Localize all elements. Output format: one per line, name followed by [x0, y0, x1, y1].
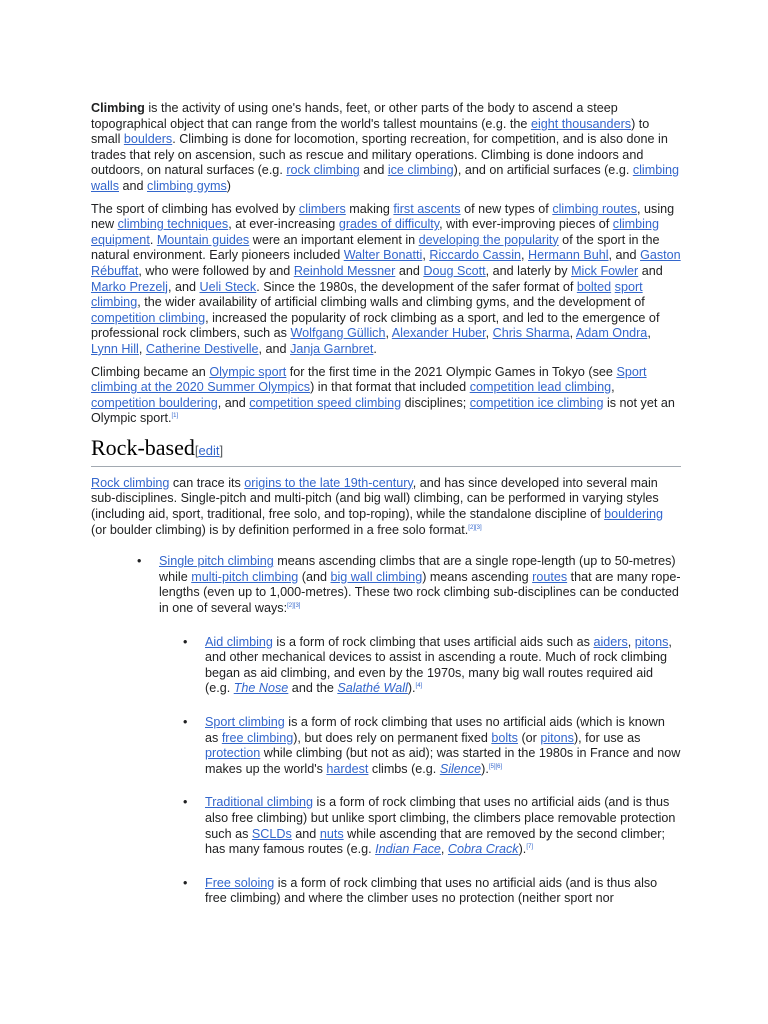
link-salathe-wall[interactable]: Salathé Wall	[337, 681, 408, 696]
link-competition-bouldering[interactable]: competition bouldering	[91, 395, 218, 410]
link-pitons-2[interactable]: pitons	[540, 730, 574, 745]
link-hardest[interactable]: hardest	[326, 761, 369, 776]
link-rock-climbing-main[interactable]: Rock climbing	[91, 475, 170, 490]
footnote-ref[interactable]: [2][3]	[287, 602, 301, 609]
link-mick-fowler[interactable]: Mick Fowler	[571, 263, 639, 278]
climbing-styles-list	[159, 635, 681, 907]
link-competition-lead-climbing[interactable]: competition lead climbing	[469, 380, 612, 395]
link-ice-climbing[interactable]: ice climbing	[387, 163, 454, 178]
footnote-ref[interactable]: [5][6]	[488, 763, 503, 770]
link-olympic-sport[interactable]: Olympic sport	[209, 364, 287, 379]
link-climbing-routes[interactable]: climbing routes	[552, 201, 638, 216]
history-paragraph: The sport of climbing has evolved by climbers making first ascents of new types of climbing routes, using new climbing techniques, at ever-increasing grades of difficulty, with ever-improving pieces of climbing equipment. Mountain guides were an important element in developing the popularity of the sport in the natural environment. Early pioneers included Walter Bonatti, Riccardo Cassin, Hermann Buhl, and Gaston Rébuffat, who were followed by and Reinhold Messner and Doug Scott, and laterly by Mick Fowler and Marko Prezelj, and Ueli Steck. Since the 1980s, the development of the safer format of bolted sport climbing, the wider availability of artificial climbing walls and climbing gyms, and the development of competition climbing, increased the popularity of rock climbing as a sport, and led to the emergence of professional rock climbers, such as Wolfgang Güllich, Alexander Huber, Chris Sharma, Adam Ondra, Lynn Hill, Catherine Destivelle, and Janja Garnbret.	[91, 201, 681, 356]
footnote-ref[interactable]: [4]	[415, 683, 423, 690]
link-hermann-buhl[interactable]: Hermann Buhl	[528, 248, 609, 263]
olympic-paragraph: Climbing became an Olympic sport for the first time in the 2021 Olympic Games in Tokyo (see Sport climbing at the 2020 Summer Olympics) in that format that included competition lead climbing, competition bouldering, and competition speed climbing disciplines; competition ice climbing is not yet an Olympic sport.[1]	[91, 364, 675, 426]
intro-paragraph: Climbing is the activity of using one's hands, feet, or other parts of the body to ascend a steep topographical object that can range from the world's tallest mountains (e.g. the eight thousanders) to small boulders. Climbing is done for locomotion, sporting recreation, for competition, and is also done in trades that rely on ascension, such as rescue and military operations. Climbing is done indoors and outdoors, on natural surfaces (e.g. rock climbing and ice climbing), and on artificial surfaces (e.g. climbing walls and climbing gyms)	[91, 101, 680, 193]
link-nuts[interactable]: nuts	[319, 826, 344, 841]
edit-section: [edit]	[194, 442, 224, 458]
edit-link[interactable]: edit	[198, 442, 220, 458]
link-alexander-huber[interactable]: Alexander Huber	[391, 326, 486, 341]
section-heading-rock-based	[91, 434, 681, 467]
link-sport-climbing-item[interactable]: Sport climbing	[205, 715, 285, 729]
link-bouldering[interactable]: bouldering	[604, 507, 663, 522]
link-bolts[interactable]: bolts	[491, 730, 518, 745]
link-single-pitch-climbing[interactable]: Single pitch climbing	[159, 554, 274, 569]
link-adam-ondra[interactable]: Adam Ondra	[575, 326, 648, 341]
link-indian-face[interactable]: Indian Face	[375, 842, 441, 857]
link-free-climbing[interactable]: free climbing	[221, 730, 294, 745]
link-walter-bonatti[interactable]: Walter Bonatti	[343, 248, 423, 263]
list-item: • Traditional climbing is a form of rock climbing that uses no artificial aids (and is thus also free climbing) but unlike sport climbing, the climbers place removable protection such as SCLDs and nuts while ascending that are removed by the second climber; has many famous routes (e.g. Indian Face, Cobra Crack).[7]	[205, 795, 681, 857]
link-wolfgang-gullich[interactable]: Wolfgang Güllich	[290, 326, 386, 341]
link-competition-climbing[interactable]: competition climbing	[91, 310, 206, 325]
link-big-wall-climbing[interactable]: big wall climbing	[330, 569, 423, 584]
climbing-types-list	[91, 554, 681, 907]
link-janja-garnbret[interactable]: Janja Garnbret	[290, 341, 374, 356]
link-sport-climbing[interactable]: sport climbing	[91, 279, 643, 310]
list-item: • Sport climbing is a form of rock climbing that uses no artificial aids (which is known as free climbing), but does rely on permanent fixed bolts (or pitons), for use as protection while climbing (but not as aid); was started in the 1980s in France and now makes up the world's hardest climbs (e.g. Silence).[5][6]	[205, 715, 681, 777]
link-aid-climbing[interactable]: Aid climbing	[205, 634, 273, 649]
link-grades-of-difficulty[interactable]: grades of difficulty	[338, 217, 440, 232]
link-silence[interactable]: Silence	[439, 761, 482, 776]
link-boulders[interactable]: boulders	[123, 132, 173, 147]
link-competition-speed-climbing[interactable]: competition speed climbing	[249, 395, 402, 410]
link-catherine-destivelle[interactable]: Catherine Destivelle	[145, 341, 259, 356]
list-item: • Aid climbing is a form of rock climbing that uses artificial aids such as aiders, pitons, and other mechanical devices to assist in ascending a route. Much of rock climbing began as aid climbing, and even by the 1970s, many big wall routes required aid (e.g. The Nose and the Salathé Wall).[4]	[205, 635, 681, 697]
link-multi-pitch-climbing[interactable]: multi-pitch climbing	[191, 569, 299, 584]
link-first-ascents[interactable]: first ascents	[393, 201, 461, 216]
link-climbing-equipment[interactable]: climbing equipment	[91, 217, 659, 247]
section-title: Rock-based	[91, 434, 195, 460]
link-climbing-techniques[interactable]: climbing techniques	[117, 217, 229, 232]
link-lynn-hill[interactable]: Lynn Hill	[91, 341, 139, 356]
link-rock-climbing[interactable]: rock climbing	[286, 163, 360, 178]
link-aiders[interactable]: aiders	[593, 634, 628, 649]
bold-term: Climbing	[91, 101, 145, 115]
link-climbing-gyms[interactable]: climbing gyms	[147, 178, 227, 193]
link-mountain-guides[interactable]: Mountain guides	[156, 232, 250, 247]
link-sclds[interactable]: SCLDs	[251, 826, 292, 841]
link-bolted[interactable]: bolted	[576, 279, 612, 294]
footnote-ref[interactable]: [2][3]	[468, 524, 482, 531]
footnote-ref[interactable]: [1]	[171, 413, 179, 420]
link-gaston-rebuffat[interactable]: Gaston Rébuffat	[91, 248, 681, 278]
link-climbers[interactable]: climbers	[298, 201, 346, 216]
link-routes[interactable]: routes	[532, 569, 568, 584]
link-developing-popularity[interactable]: developing the popularity	[418, 232, 559, 247]
link-protection[interactable]: protection	[205, 746, 261, 761]
link-pitons[interactable]: pitons	[634, 634, 669, 649]
link-free-soloing[interactable]: Free soloing	[205, 875, 275, 890]
link-origins[interactable]: origins to the late 19th-century	[244, 475, 413, 490]
list-item: • Single pitch climbing means ascending climbs that are a single rope-length (up to 50-metres) while multi-pitch climbing (and big wall climbing) means ascending routes that are many rope-lengths (even up to 1,000-metres). These two rock climbing sub-disciplines can be conducted in one of several ways:[2][3] • Aid climbing is a form of rock climbing that uses artificial aids such as aiders, pitons, and other mechanical devices to assist in ascending a route. Much of rock climbing began as aid climbing, and even by the 1970s, many big wall routes required aid (e.g. The Nose and the Salathé Wall).[4] • Sport climbing is a form of rock climbing that uses no artificial aids (which is known as free climbing), but does rely on permanent fixed bolts (or pitons), for use as protection while climbing (but not as aid); was started in the 1980s in France and now makes up the world's hardest climbs (e.g. Silence).[5][6] • Traditional climbing is a form of rock climbing that uses no artificial aids (and is thus also free climbing) but unlike sport climbing, the climbers place removable protection such as SCLDs and nuts while ascending that are removed by the second climber; has many famous routes (e.g. Indian Face, Cobra Crack).[7] • Free soloing is a form of rock climbing that uses no artificial aids (and is thus also free climbing) and where the climber uses no protection (neither sport nor	[159, 554, 681, 907]
link-traditional-climbing[interactable]: Traditional climbing	[205, 795, 314, 810]
link-riccardo-cassin[interactable]: Riccardo Cassin	[429, 248, 522, 263]
link-reinhold-messner[interactable]: Reinhold Messner	[293, 263, 396, 278]
link-climbing-walls[interactable]: climbing walls	[91, 163, 680, 193]
link-competition-ice-climbing[interactable]: competition ice climbing	[469, 395, 604, 410]
rock-paragraph: Rock climbing can trace its origins to the late 19th-century, and has since developed into several main sub-disciplines. Single-pitch and multi-pitch (and big wall) climbing, can be performed in varying styles (including aid, sport, traditional, free solo, and top-roping), while the standalone discipline of bouldering (or boulder climbing) is by definition performed in a free solo format.[2][3]	[91, 475, 663, 537]
link-sport-climbing-2020-olympics[interactable]: Sport climbing at the 2020 Summer Olympics	[91, 364, 647, 395]
link-chris-sharma[interactable]: Chris Sharma	[492, 326, 570, 341]
article-body	[91, 101, 681, 925]
link-doug-scott[interactable]: Doug Scott	[423, 263, 486, 278]
link-cobra-crack[interactable]: Cobra Crack	[447, 842, 519, 857]
link-ueli-steck[interactable]: Ueli Steck	[199, 279, 257, 294]
link-the-nose[interactable]: The Nose	[233, 681, 289, 696]
link-eight-thousanders[interactable]: eight thousanders	[530, 116, 632, 131]
link-marko-prezelj[interactable]: Marko Prezelj	[91, 279, 168, 294]
list-item: • Free soloing is a form of rock climbing that uses no artificial aids (and is thus also free climbing) and where the climber uses no protection (neither sport nor	[205, 876, 681, 907]
footnote-ref[interactable]: [7]	[526, 843, 533, 850]
